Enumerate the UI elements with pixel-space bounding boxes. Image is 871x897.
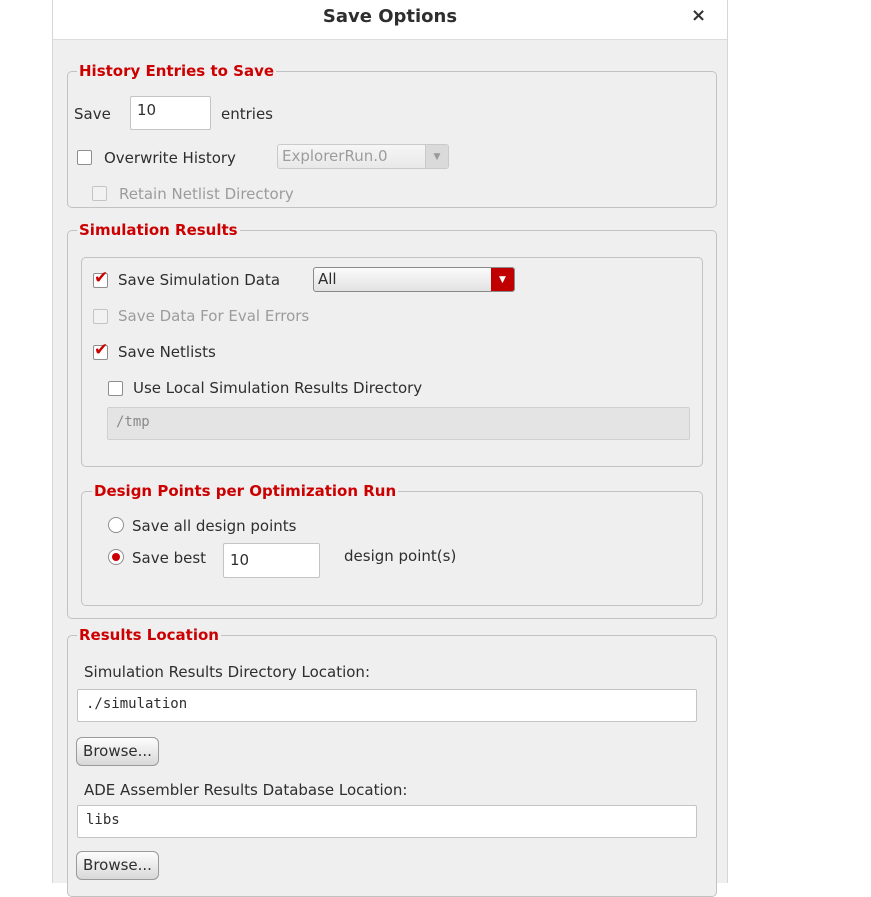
save-best-label: Save best <box>132 549 207 567</box>
dialog-title: Save Options <box>322 6 458 27</box>
use-local-results-checkbox[interactable] <box>108 381 123 396</box>
save-eval-errors-checkbox <box>93 309 108 324</box>
close-icon[interactable]: × <box>691 5 707 26</box>
save-best-count-input[interactable]: 10 <box>223 543 320 578</box>
save-label: Save <box>74 105 111 123</box>
browse-sim-dir-button[interactable]: Browse... <box>76 737 159 766</box>
use-local-results-label: Use Local Simulation Results Directory <box>133 379 423 397</box>
history-legend: History Entries to Save <box>79 62 275 80</box>
chevron-down-icon: ▼ <box>425 145 448 168</box>
entries-input[interactable]: 10 <box>130 96 211 130</box>
browse-db-button[interactable]: Browse... <box>76 851 159 880</box>
save-simulation-data-checkbox[interactable] <box>93 273 108 288</box>
db-location-input[interactable]: libs <box>77 805 697 838</box>
design-points-legend: Design Points per Optimization Run <box>94 482 397 500</box>
save-options-dialog <box>52 0 728 883</box>
save-simulation-data-label: Save Simulation Data <box>118 271 281 289</box>
title-bar <box>53 0 727 40</box>
overwrite-history-checkbox[interactable] <box>77 150 92 165</box>
overwrite-history-label: Overwrite History <box>104 149 236 167</box>
retain-netlist-checkbox <box>92 186 107 201</box>
sim-results-dir-label: Simulation Results Directory Location: <box>84 663 370 681</box>
local-results-dir-input: /tmp <box>107 407 690 440</box>
sim-results-dir-input[interactable]: ./simulation <box>77 689 697 722</box>
save-netlists-label: Save Netlists <box>118 343 216 361</box>
chevron-down-icon: ▼ <box>491 268 514 291</box>
save-simulation-data-select[interactable] <box>313 267 515 292</box>
save-all-design-points-radio[interactable] <box>108 517 124 533</box>
overwrite-history-select-value: ExplorerRun.0 <box>282 147 388 165</box>
design-points-suffix-label: design point(s) <box>344 547 457 565</box>
retain-netlist-label: Retain Netlist Directory <box>119 185 294 203</box>
entries-label: entries <box>221 105 273 123</box>
simulation-legend: Simulation Results <box>79 221 238 239</box>
db-location-label: ADE Assembler Results Database Location: <box>84 781 408 799</box>
dialog-content <box>53 40 727 883</box>
save-netlists-checkbox[interactable] <box>93 345 108 360</box>
results-location-legend: Results Location <box>79 626 219 644</box>
save-simulation-data-select-value: All <box>318 270 337 288</box>
save-all-design-points-label: Save all design points <box>132 517 297 535</box>
overwrite-history-select <box>277 144 449 169</box>
save-best-radio[interactable] <box>108 549 124 565</box>
save-eval-errors-label: Save Data For Eval Errors <box>118 307 310 325</box>
